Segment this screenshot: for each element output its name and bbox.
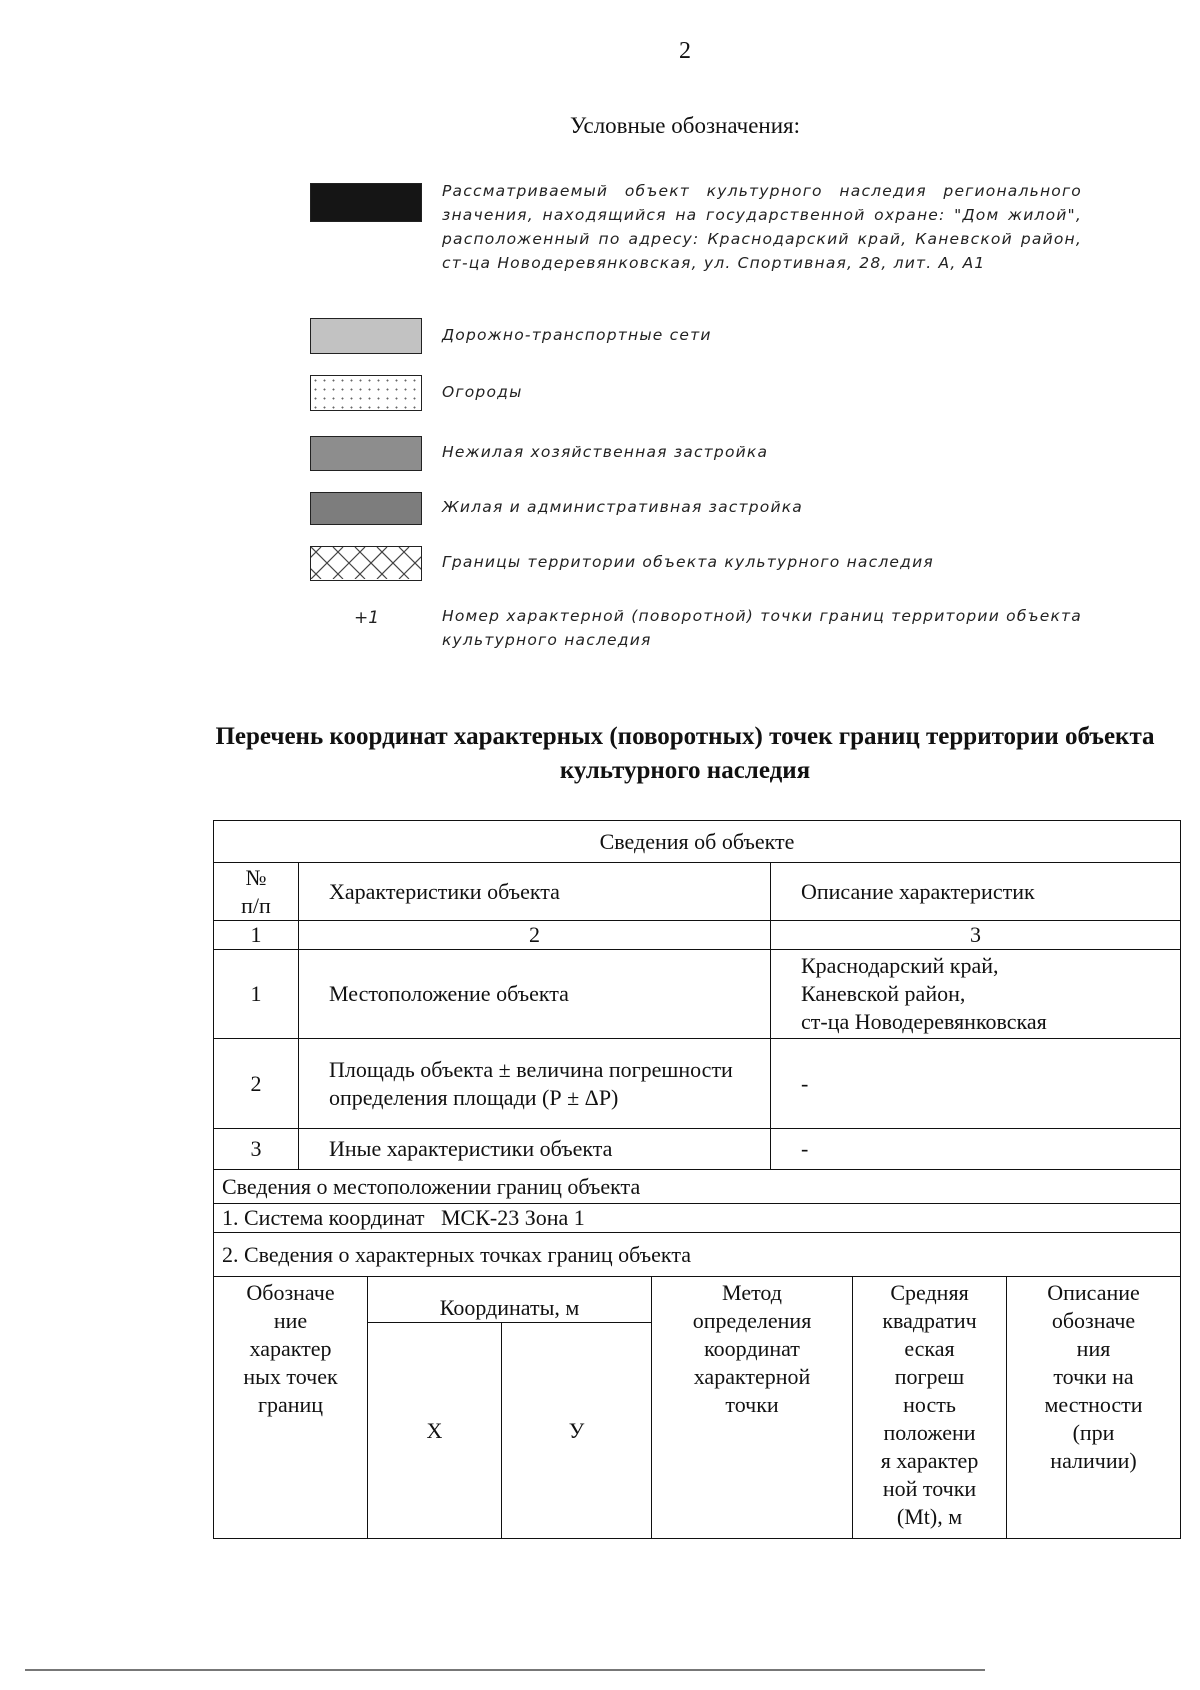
- plus-marker-icon: +1: [354, 608, 380, 628]
- col-number: 2: [299, 921, 771, 950]
- row-description: -: [771, 1039, 1181, 1129]
- legend-title: Условные обозначения:: [569, 113, 801, 138]
- table-row: [214, 863, 1181, 921]
- col-number: 3: [771, 921, 1181, 950]
- legend-item-text: Нежилая хозяйственная застройка: [442, 443, 769, 461]
- col-x: Х: [368, 1323, 502, 1539]
- object-info-table: [213, 820, 1181, 1277]
- grey-fill-icon: [310, 436, 422, 471]
- col-header-number: № п/п: [214, 863, 299, 921]
- legend-item-text: Огороды: [442, 383, 523, 401]
- col-header-characteristics: Характеристики объекта: [299, 863, 771, 921]
- cross-hatch-fill-icon: [310, 546, 422, 581]
- row-name: Местоположение объекта: [299, 950, 771, 1039]
- table-row: [214, 1129, 1181, 1170]
- table-row: [214, 821, 1181, 863]
- points-table: [213, 1276, 1181, 1539]
- points-header: 2. Сведения о характерных точках границ объекта: [214, 1233, 1181, 1277]
- table-row: [214, 1170, 1181, 1204]
- legend-item-text: Границы территории объекта культурного наследия: [442, 553, 934, 571]
- row-name: Иные характеристики объекта: [299, 1129, 771, 1170]
- col-header-description: Описание характеристик: [771, 863, 1181, 921]
- page-number: 2: [679, 38, 691, 64]
- col-designation: Обозначе ние характер ных точек границ: [214, 1277, 368, 1539]
- col-method: Метод определения координат характерной точки: [652, 1277, 853, 1539]
- legend-item-text: Номер характерной (поворотной) точки границ территории объекта культурного наследия: [442, 607, 1082, 649]
- col-y: У: [502, 1323, 652, 1539]
- light-grey-fill-icon: [310, 318, 422, 354]
- location-header: Сведения о местоположении границ объекта: [214, 1170, 1181, 1204]
- col-error: Средняя квадратич еская погреш ность положени я характер ной точки (Mt), м: [853, 1277, 1007, 1539]
- section-title: Перечень координат характерных (поворотных) точек границ территории объекта культурного наследия: [215, 723, 1155, 784]
- table-row: [214, 1039, 1181, 1129]
- legend-item-text: Дорожно-транспортные сети: [442, 326, 712, 344]
- legend-item-text: Жилая и административная застройка: [442, 498, 803, 516]
- row-description: Краснодарский край, Каневской район, ст-ца Новодеревянковская: [771, 950, 1181, 1039]
- row-number: 1: [214, 950, 299, 1039]
- row-number: 2: [214, 1039, 299, 1129]
- table-row: [214, 1204, 1181, 1233]
- row-number: 3: [214, 1129, 299, 1170]
- table-row: [214, 1277, 1181, 1323]
- dark-grey-fill-icon: [310, 492, 422, 525]
- col-description: Описание обозначе ния точки на местности (при наличии): [1007, 1277, 1181, 1539]
- table-row: [214, 1233, 1181, 1277]
- legend-item-text: Рассматриваемый объект культурного наследия регионального значения, находящийся на государственной охране: "Дом жилой", расположенный по адресу: Краснодарский край, Каневской район, ст-ца Новодеревянковская, ул. Спортивная, 28, лит. А, А1: [442, 182, 1082, 272]
- table-header: Сведения об объекте: [214, 821, 1181, 863]
- table-row: [214, 950, 1181, 1039]
- col-number: 1: [214, 921, 299, 950]
- col-coordinates: Координаты, м: [368, 1277, 652, 1323]
- coordinate-system: 1. Система координат МСК-23 Зона 1: [214, 1204, 1181, 1233]
- page-bottom-rule: [25, 1669, 985, 1671]
- table-row: [214, 921, 1181, 950]
- row-name: Площадь объекта ± величина погрешности определения площади (Р ± ΔР): [299, 1039, 771, 1129]
- cross-hatch-pattern: [311, 547, 421, 579]
- dark-textured-fill-icon: [310, 183, 422, 222]
- row-description: -: [771, 1129, 1181, 1170]
- dotted-fill-icon: [310, 375, 422, 411]
